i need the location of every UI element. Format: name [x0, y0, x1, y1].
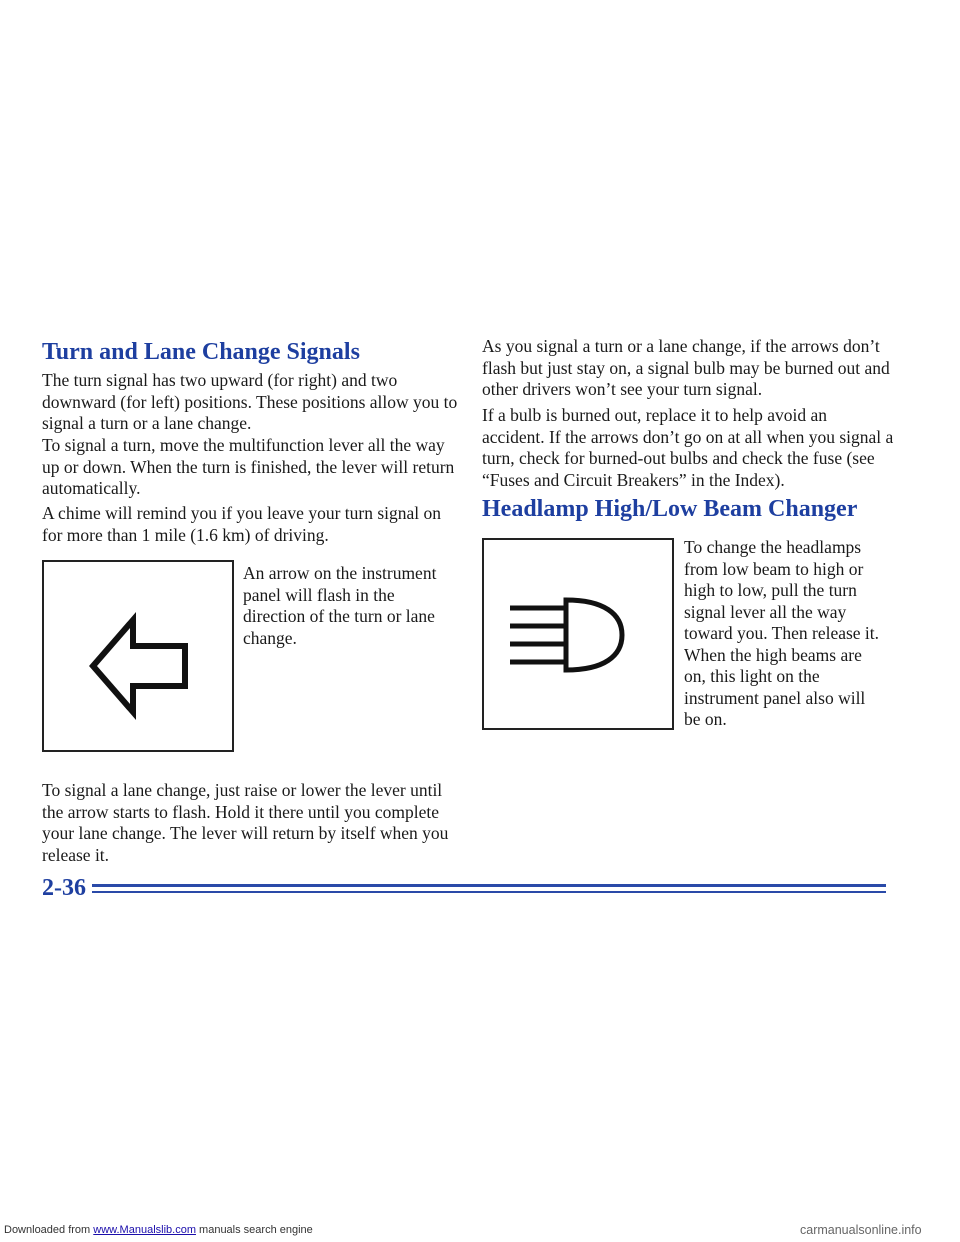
- paragraph: As you signal a turn or a lane change, if the arrows don’t flash but just stay on, a signal bulb may be burned out and other drivers won’t see your turn signal.: [482, 336, 890, 399]
- turn-signal-figure: [42, 560, 234, 752]
- figure-caption: An arrow on the instrument panel will flash in the direction of the turn or lane change.: [243, 563, 437, 648]
- paragraph: A chime will remind you if you leave your turn signal on for more than 1 mile (1.6 km) of driving.: [42, 503, 442, 545]
- high-beam-headlamp-icon: [504, 592, 634, 687]
- manualslib-link[interactable]: www.Manualslib.com: [93, 1224, 196, 1236]
- download-notice: [4, 1224, 313, 1236]
- paragraph: If a bulb is burned out, replace it to help avoid an accident. If the arrows don’t go on at all when you signal a turn, check for burned-out bulbs and check the fuse (see “Fuses and Circuit Breakers” in the Index).: [482, 405, 894, 490]
- page-number: 2-36: [42, 875, 86, 901]
- paragraph: To signal a turn, move the multifunction lever all the way up or down. When the turn is finished, the lever will return automatically.: [42, 435, 455, 498]
- footer-rule: [92, 891, 886, 893]
- high-beam-figure: [482, 538, 674, 730]
- download-suffix: manuals search engine: [195, 1224, 313, 1236]
- watermark: carmanualsonline.info: [800, 1223, 922, 1237]
- left-arrow-outline-icon: [89, 582, 189, 747]
- footer-rule: [92, 884, 886, 887]
- section-heading-turn-signals: Turn and Lane Change Signals: [42, 339, 360, 365]
- download-prefix: Downloaded from: [4, 1224, 94, 1236]
- paragraph: To signal a lane change, just raise or lower the lever until the arrow starts to flash. Hold it there until you complete your lane change. The lever will return by itself when you release it.: [42, 780, 449, 865]
- section-heading-headlamp-beam-changer: Headlamp High/Low Beam Changer: [482, 496, 858, 522]
- paragraph: The turn signal has two upward (for right) and two downward (for left) positions. These positions allow you to signal a turn or a lane change.: [42, 370, 458, 433]
- figure-caption: To change the headlamps from low beam to high or high to low, pull the turn signal lever all the way toward you. Then release it. When the high beams are on, this light on the instrument panel also will be on.: [684, 537, 880, 729]
